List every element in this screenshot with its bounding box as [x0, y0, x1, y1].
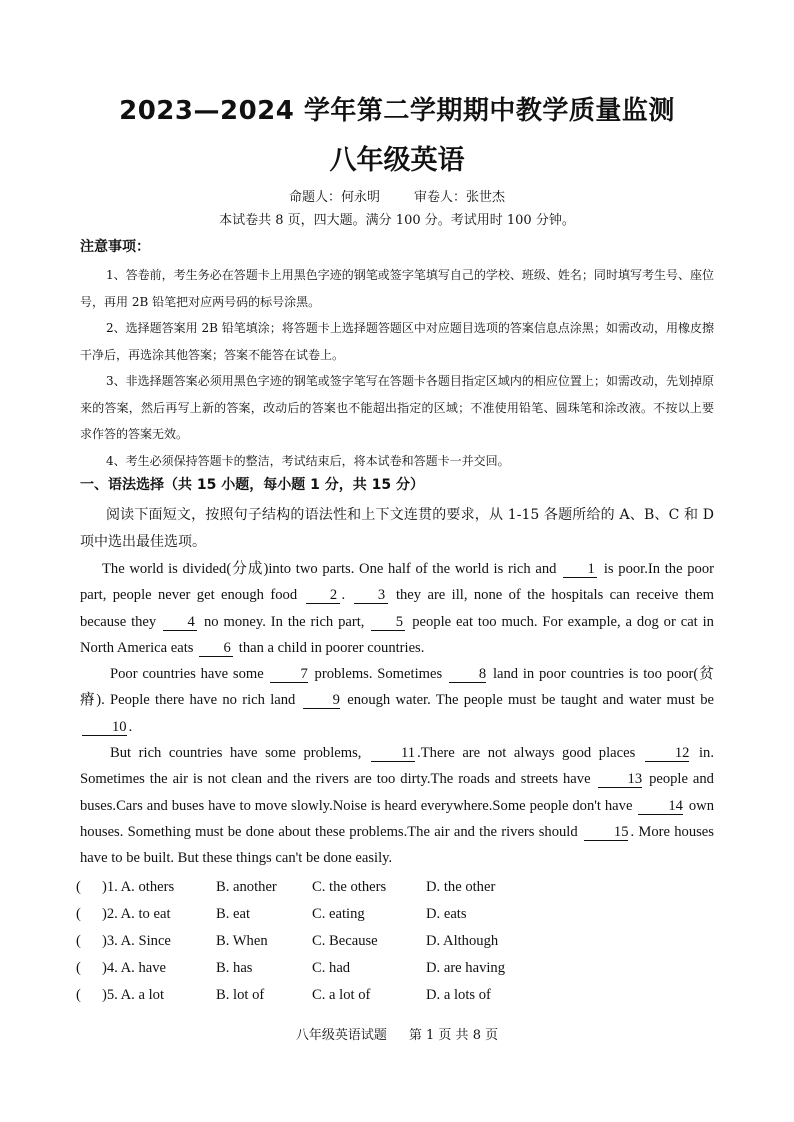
passage-text: problems. Sometimes [314, 666, 443, 683]
option-d: D. Although [426, 933, 499, 949]
exam-info: 本试卷共 8 页，四大题。满分 100 分。考试用时 100 分钟。 [219, 213, 575, 228]
option-b: B. another [216, 879, 277, 895]
option-a: )5. A. a lot [102, 987, 165, 1003]
passage-text: enough water. The people must be taught and water must be [347, 692, 714, 709]
option-c: C. Because [312, 933, 378, 949]
option-a: )4. A. have [102, 960, 167, 976]
exam-subject: 八年级英语 [329, 145, 465, 176]
section-instruction: 阅读下面短文，按照句子结构的语法性和上下文连贯的要求，从 1-15 各题所给的 A、B、C 和 D 项中选出最佳选项。 [80, 507, 714, 550]
passage-text: The world is divided(分成)into two parts. One half of the world is rich and [102, 561, 557, 577]
blank-9: 9 [303, 693, 340, 709]
passage-paragraph-3 [80, 740, 714, 871]
option-b: B. When [216, 933, 268, 949]
question-row [76, 955, 716, 982]
exam-title: 2023—2024 学年第二学期期中教学质量监测 [119, 96, 675, 126]
blank-6: 6 [199, 641, 233, 657]
option-c: C. a lot of [312, 987, 371, 1003]
question-row [76, 982, 716, 1009]
passage-text: people eat too much. For example, a dog or cat in North America eats [80, 613, 714, 656]
passage-paragraph-2 [80, 661, 714, 740]
answer-bracket: ( [76, 987, 81, 1003]
passage-text: is poor.In the poor part, people never get enough food [80, 561, 714, 604]
passage-text: they are ill, none of the hospitals can receive them because they [80, 587, 714, 630]
note-item: 4、考生必须保持答题卡的整洁，考试结束后，将本试卷和答题卡一并交回。 [106, 453, 510, 468]
option-c: C. the others [312, 879, 387, 895]
option-a: )1. A. others [102, 879, 175, 895]
passage-text: no money. In the rich part, [203, 613, 365, 630]
notes-heading: 注意事项： [80, 239, 150, 255]
passage-text: land in poor countries is too poor(贫瘠). People there have no rich land [80, 666, 714, 709]
option-c: C. eating [312, 906, 365, 922]
page-footer [0, 1024, 794, 1043]
option-a: )3. A. Since [102, 933, 171, 949]
passage-text: . More houses have to be built. But these things can't be done easily. [80, 823, 714, 867]
note-item: 3、非选择题答案必须用黑色字迹的钢笔或签字笔写在答题卡各题目指定区域内的相应位置上；如需改动，先划掉原来的答案，然后再写上新的答案，改动后的答案也不能超出指定的区域；不准使用铅笔、圆珠笔和涂改液。不按以上要求作答的答案无效。 [80, 374, 714, 441]
passage-text: people and buses.Cars and buses have to move slowly.Noise is heard everywhere.Some people don't have [80, 771, 714, 814]
option-d: D. are having [426, 960, 506, 976]
option-d: D. eats [426, 906, 467, 922]
passage-text: . [341, 587, 346, 604]
note-item: 1、答卷前，考生务必在答题卡上用黑色字迹的钢笔或签字笔填写自己的学校、班级、姓名；同时填写考生号、座位号，再用 2B 铅笔把对应两号码的标号涂黑。 [80, 268, 714, 309]
answer-bracket: ( [76, 933, 81, 949]
option-b: B. has [216, 960, 253, 976]
answer-bracket: ( [76, 960, 81, 976]
passage-text: than a child in poorer countries. [238, 639, 425, 656]
option-a: )2. A. to eat [102, 906, 171, 922]
blank-13: 13 [598, 772, 643, 788]
option-d: D. the other [426, 879, 496, 895]
passage-text: own houses. Something must be done about these problems.The air and the rivers should [80, 797, 714, 840]
blank-14: 14 [638, 799, 683, 815]
authors-line [0, 186, 794, 205]
blank-11: 11 [371, 746, 415, 762]
footer-label: 八年级英语试题 [295, 1028, 387, 1043]
page-number: 第 1 页 共 8 页 [408, 1028, 499, 1043]
blank-1: 1 [563, 562, 597, 578]
passage-text: But rich countries have some problems, [110, 745, 362, 762]
passage-text: Poor countries have some [110, 666, 264, 683]
blank-10: 10 [82, 720, 127, 736]
blank-4: 4 [163, 615, 197, 631]
answer-bracket: ( [76, 879, 81, 895]
option-d: D. a lots of [426, 987, 491, 1003]
notes-list [80, 262, 714, 474]
question-row [76, 874, 716, 901]
blank-8: 8 [449, 667, 486, 683]
question-row [76, 928, 716, 955]
blank-7: 7 [270, 667, 307, 683]
option-b: B. eat [216, 906, 251, 922]
passage-text: .There are not always good places [417, 745, 636, 762]
question-row [76, 901, 716, 928]
passage-text: in. Sometimes the air is not clean and the rivers are too dirty.The roads and streets have [80, 745, 714, 788]
question-list [76, 874, 716, 1009]
answer-bracket: ( [76, 906, 81, 922]
blank-15: 15 [584, 825, 629, 841]
passage-paragraph-1 [80, 556, 714, 661]
option-c: C. had [312, 960, 351, 976]
blank-2: 2 [306, 588, 340, 604]
blank-3: 3 [354, 588, 388, 604]
blank-12: 12 [645, 746, 690, 762]
note-item: 2、选择题答案用 2B 铅笔填涂；将答题卡上选择题答题区中对应题目选项的答案信息点涂黑；如需改动，用橡皮擦干净后，再选涂其他答案；答案不能答在试卷上。 [80, 321, 714, 362]
setter: 命题人：何永明 [288, 190, 380, 205]
blank-5: 5 [371, 615, 405, 631]
option-b: B. lot of [216, 987, 265, 1003]
reviewer: 审卷人：张世杰 [414, 190, 506, 205]
section-heading: 一、语法选择（共 15 小题，每小题 1 分，共 15 分） [80, 477, 424, 493]
passage-text: . [128, 718, 133, 735]
reading-passage [80, 556, 714, 872]
